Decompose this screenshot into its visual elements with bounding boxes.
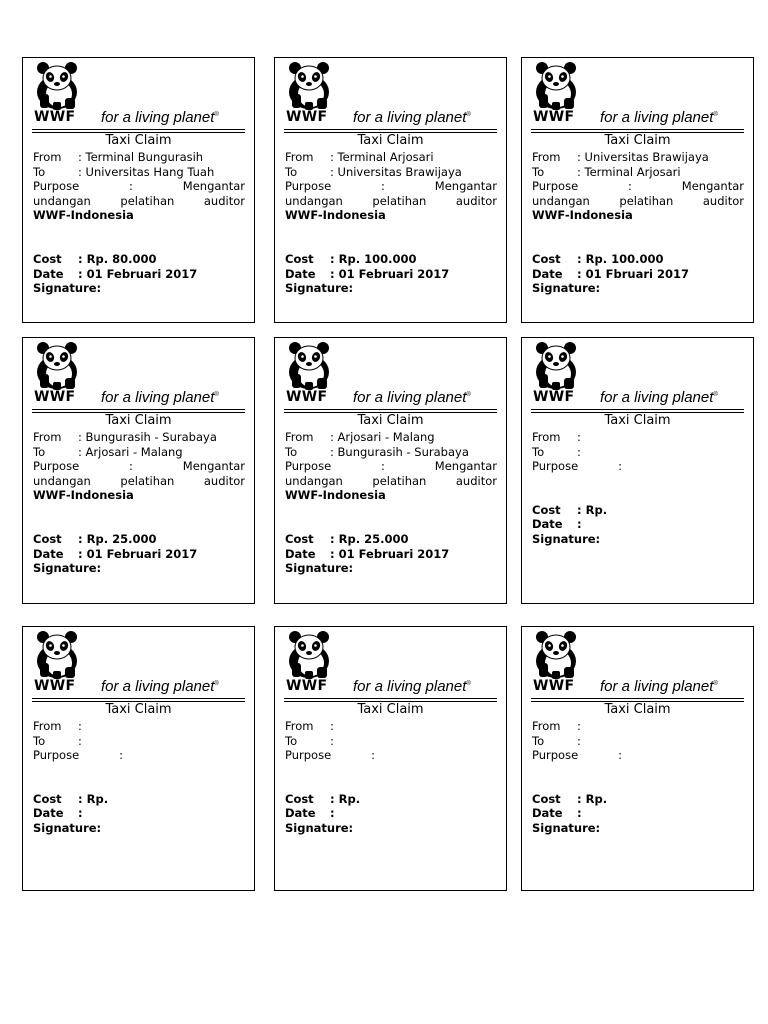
wwf-logo [23,627,254,702]
claim-fields [33,150,245,296]
date-row: Date : [33,806,83,821]
wwf-logo [275,338,506,413]
claim-fields [532,150,744,296]
purpose-value: Mengantar [681,179,744,194]
wwf-logo [23,58,254,133]
wwf-logo [23,338,254,413]
cost-row: Cost : Rp. [33,791,109,806]
panda-icon [532,62,580,110]
claim-fields [33,719,245,836]
to-row: To : Universitas Hang Tuah [33,164,215,179]
to-row: To : Universitas Brawijaya [285,164,462,179]
from-row: From : Universitas Brawijaya [532,150,709,164]
divider [284,129,497,130]
cost-row: Cost : Rp. [285,791,361,806]
signature-label: Signature: [532,281,601,296]
purpose-line: undangan pelatihan auditor [285,473,497,488]
to-row: To : Arjosari - Malang [33,444,183,459]
wwf-wordmark: WWF [34,109,76,125]
cost-value: Rp. [338,791,361,806]
tagline: for a living planet® [600,389,718,406]
wwf-wordmark: WWF [286,109,328,125]
signature-label: Signature: [532,820,601,835]
card-title: Taxi Claim [105,413,172,428]
date-row: Date : 01 Februari 2017 [33,266,198,281]
card-title: Taxi Claim [357,133,424,148]
claim-fields [285,150,497,296]
panda-icon [285,62,333,110]
wwf-wordmark: WWF [533,678,575,694]
claim-fields [285,430,497,576]
purpose-line: undangan pelatihan auditor [33,193,245,208]
purpose-row: Purpose : Mengantar [532,179,744,194]
purpose-line: WWF-Indonesia [285,208,386,223]
wwf-wordmark: WWF [286,389,328,405]
from-value: Universitas Brawijaya [584,150,709,164]
divider [32,409,245,410]
to-value: Bungurasih - Surabaya [337,444,469,459]
claim-fields [532,430,744,547]
to-row: To : [532,444,581,459]
purpose-line: undangan pelatihan auditor [33,473,245,488]
cost-row: Cost : Rp. 25.000 [33,531,157,546]
panda-icon [532,631,580,679]
purpose-row: Purpose : [285,748,376,763]
purpose-value: Mengantar [434,459,497,474]
cost-value: Rp. 25.000 [86,531,157,546]
to-value: Arjosari - Malang [85,444,183,459]
wwf-logo [275,627,506,702]
taxi-claim-card [22,337,255,604]
taxi-claim-card [274,626,507,891]
wwf-wordmark: WWF [533,389,575,405]
date-row: Date : 01 Fbruari 2017 [532,266,689,281]
purpose-line: WWF-Indonesia [285,488,386,503]
panda-icon [285,342,333,390]
signature-label: Signature: [285,820,354,835]
to-value: Universitas Brawijaya [337,164,462,179]
purpose-row: Purpose : [33,748,124,763]
wwf-wordmark: WWF [34,678,76,694]
from-row: From : Terminal Bungurasih [33,150,204,164]
date-row: Date : [532,806,582,821]
purpose-row: Purpose : Mengantar [285,459,497,474]
purpose-row: Purpose : [532,459,623,474]
signature-label: Signature: [285,281,354,296]
to-row: To : Bungurasih - Surabaya [285,444,469,459]
purpose-value: Mengantar [182,179,245,194]
purpose-row: Purpose : [532,748,623,763]
divider [531,409,744,410]
divider [531,129,744,130]
signature-label: Signature: [33,281,102,296]
taxi-claim-card [521,57,754,323]
claim-fields [285,719,497,836]
taxi-claim-card [274,57,507,323]
from-row: From : Arjosari - Malang [285,430,435,444]
tagline: for a living planet® [101,389,219,406]
card-title: Taxi Claim [604,413,671,428]
to-row: To : [285,733,334,748]
wwf-logo [522,627,753,702]
date-value: 01 Februari 2017 [338,546,450,561]
date-value: 01 Februari 2017 [86,546,198,561]
signature-label: Signature: [285,561,354,576]
to-row: To : [532,733,581,748]
taxi-claim-card [274,337,507,604]
wwf-wordmark: WWF [286,678,328,694]
divider [32,698,245,699]
from-row: From : [285,719,334,733]
cost-row: Cost : Rp. [532,791,608,806]
cost-row: Cost : Rp. 100.000 [532,251,664,266]
wwf-wordmark: WWF [34,389,76,405]
card-title: Taxi Claim [105,133,172,148]
date-row: Date : 01 Februari 2017 [285,266,450,281]
cost-value: Rp. 100.000 [585,251,664,266]
to-value: Universitas Hang Tuah [85,164,215,179]
signature-label: Signature: [33,561,102,576]
purpose-line: WWF-Indonesia [33,488,134,503]
to-value: Terminal Arjosari [584,164,681,179]
panda-icon [532,342,580,390]
purpose-row: Purpose : Mengantar [33,459,245,474]
taxi-claim-card [521,337,754,604]
from-row: From : [33,719,82,733]
to-row: To : Terminal Arjosari [532,164,681,179]
card-title: Taxi Claim [604,133,671,148]
cost-value: Rp. 25.000 [338,531,409,546]
purpose-line: undangan pelatihan auditor [285,193,497,208]
card-title: Taxi Claim [604,702,671,717]
date-value: 01 Fbruari 2017 [585,266,689,281]
tagline: for a living planet® [600,109,718,126]
wwf-logo [275,58,506,133]
panda-icon [33,342,81,390]
signature-label: Signature: [532,531,601,546]
from-value: Bungurasih - Surabaya [85,430,217,444]
date-value: 01 Februari 2017 [338,266,450,281]
purpose-line: undangan pelatihan auditor [532,193,744,208]
taxi-claim-card [22,626,255,891]
purpose-line: WWF-Indonesia [33,208,134,223]
tagline: for a living planet® [600,678,718,695]
cost-value: Rp. 80.000 [86,251,157,266]
tagline: for a living planet® [101,109,219,126]
tagline: for a living planet® [353,109,471,126]
to-row: To : [33,733,82,748]
cost-row: Cost : Rp. 80.000 [33,251,157,266]
taxi-claim-card [22,57,255,323]
from-value: Arjosari - Malang [337,430,435,444]
cost-row: Cost : Rp. [532,502,608,517]
purpose-row: Purpose : Mengantar [285,179,497,194]
cost-row: Cost : Rp. 25.000 [285,531,409,546]
wwf-wordmark: WWF [533,109,575,125]
cost-value: Rp. 100.000 [338,251,417,266]
purpose-line: WWF-Indonesia [532,208,633,223]
date-row: Date : [285,806,335,821]
wwf-logo [522,58,753,133]
cost-value: Rp. [585,791,608,806]
claim-fields [33,430,245,576]
date-row: Date : 01 Februari 2017 [33,546,198,561]
from-value: Terminal Arjosari [337,150,434,164]
cost-value: Rp. [86,791,109,806]
date-value: 01 Februari 2017 [86,266,198,281]
wwf-logo [522,338,753,413]
taxi-claim-card [521,626,754,891]
panda-icon [33,62,81,110]
date-row: Date : [532,517,582,532]
tagline: for a living planet® [101,678,219,695]
tagline: for a living planet® [353,389,471,406]
card-title: Taxi Claim [105,702,172,717]
divider [32,129,245,130]
purpose-value: Mengantar [182,459,245,474]
purpose-value: Mengantar [434,179,497,194]
claim-fields [532,719,744,836]
card-title: Taxi Claim [357,702,424,717]
purpose-row: Purpose : Mengantar [33,179,245,194]
divider [531,698,744,699]
cost-row: Cost : Rp. 100.000 [285,251,417,266]
from-row: From : [532,430,581,444]
divider [284,698,497,699]
from-value: Terminal Bungurasih [85,150,204,164]
divider [284,409,497,410]
from-row: From : Bungurasih - Surabaya [33,430,217,444]
panda-icon [33,631,81,679]
cost-value: Rp. [585,502,608,517]
signature-label: Signature: [33,820,102,835]
panda-icon [285,631,333,679]
from-row: From : [532,719,581,733]
date-row: Date : 01 Februari 2017 [285,546,450,561]
from-row: From : Terminal Arjosari [285,150,434,164]
tagline: for a living planet® [353,678,471,695]
card-title: Taxi Claim [357,413,424,428]
